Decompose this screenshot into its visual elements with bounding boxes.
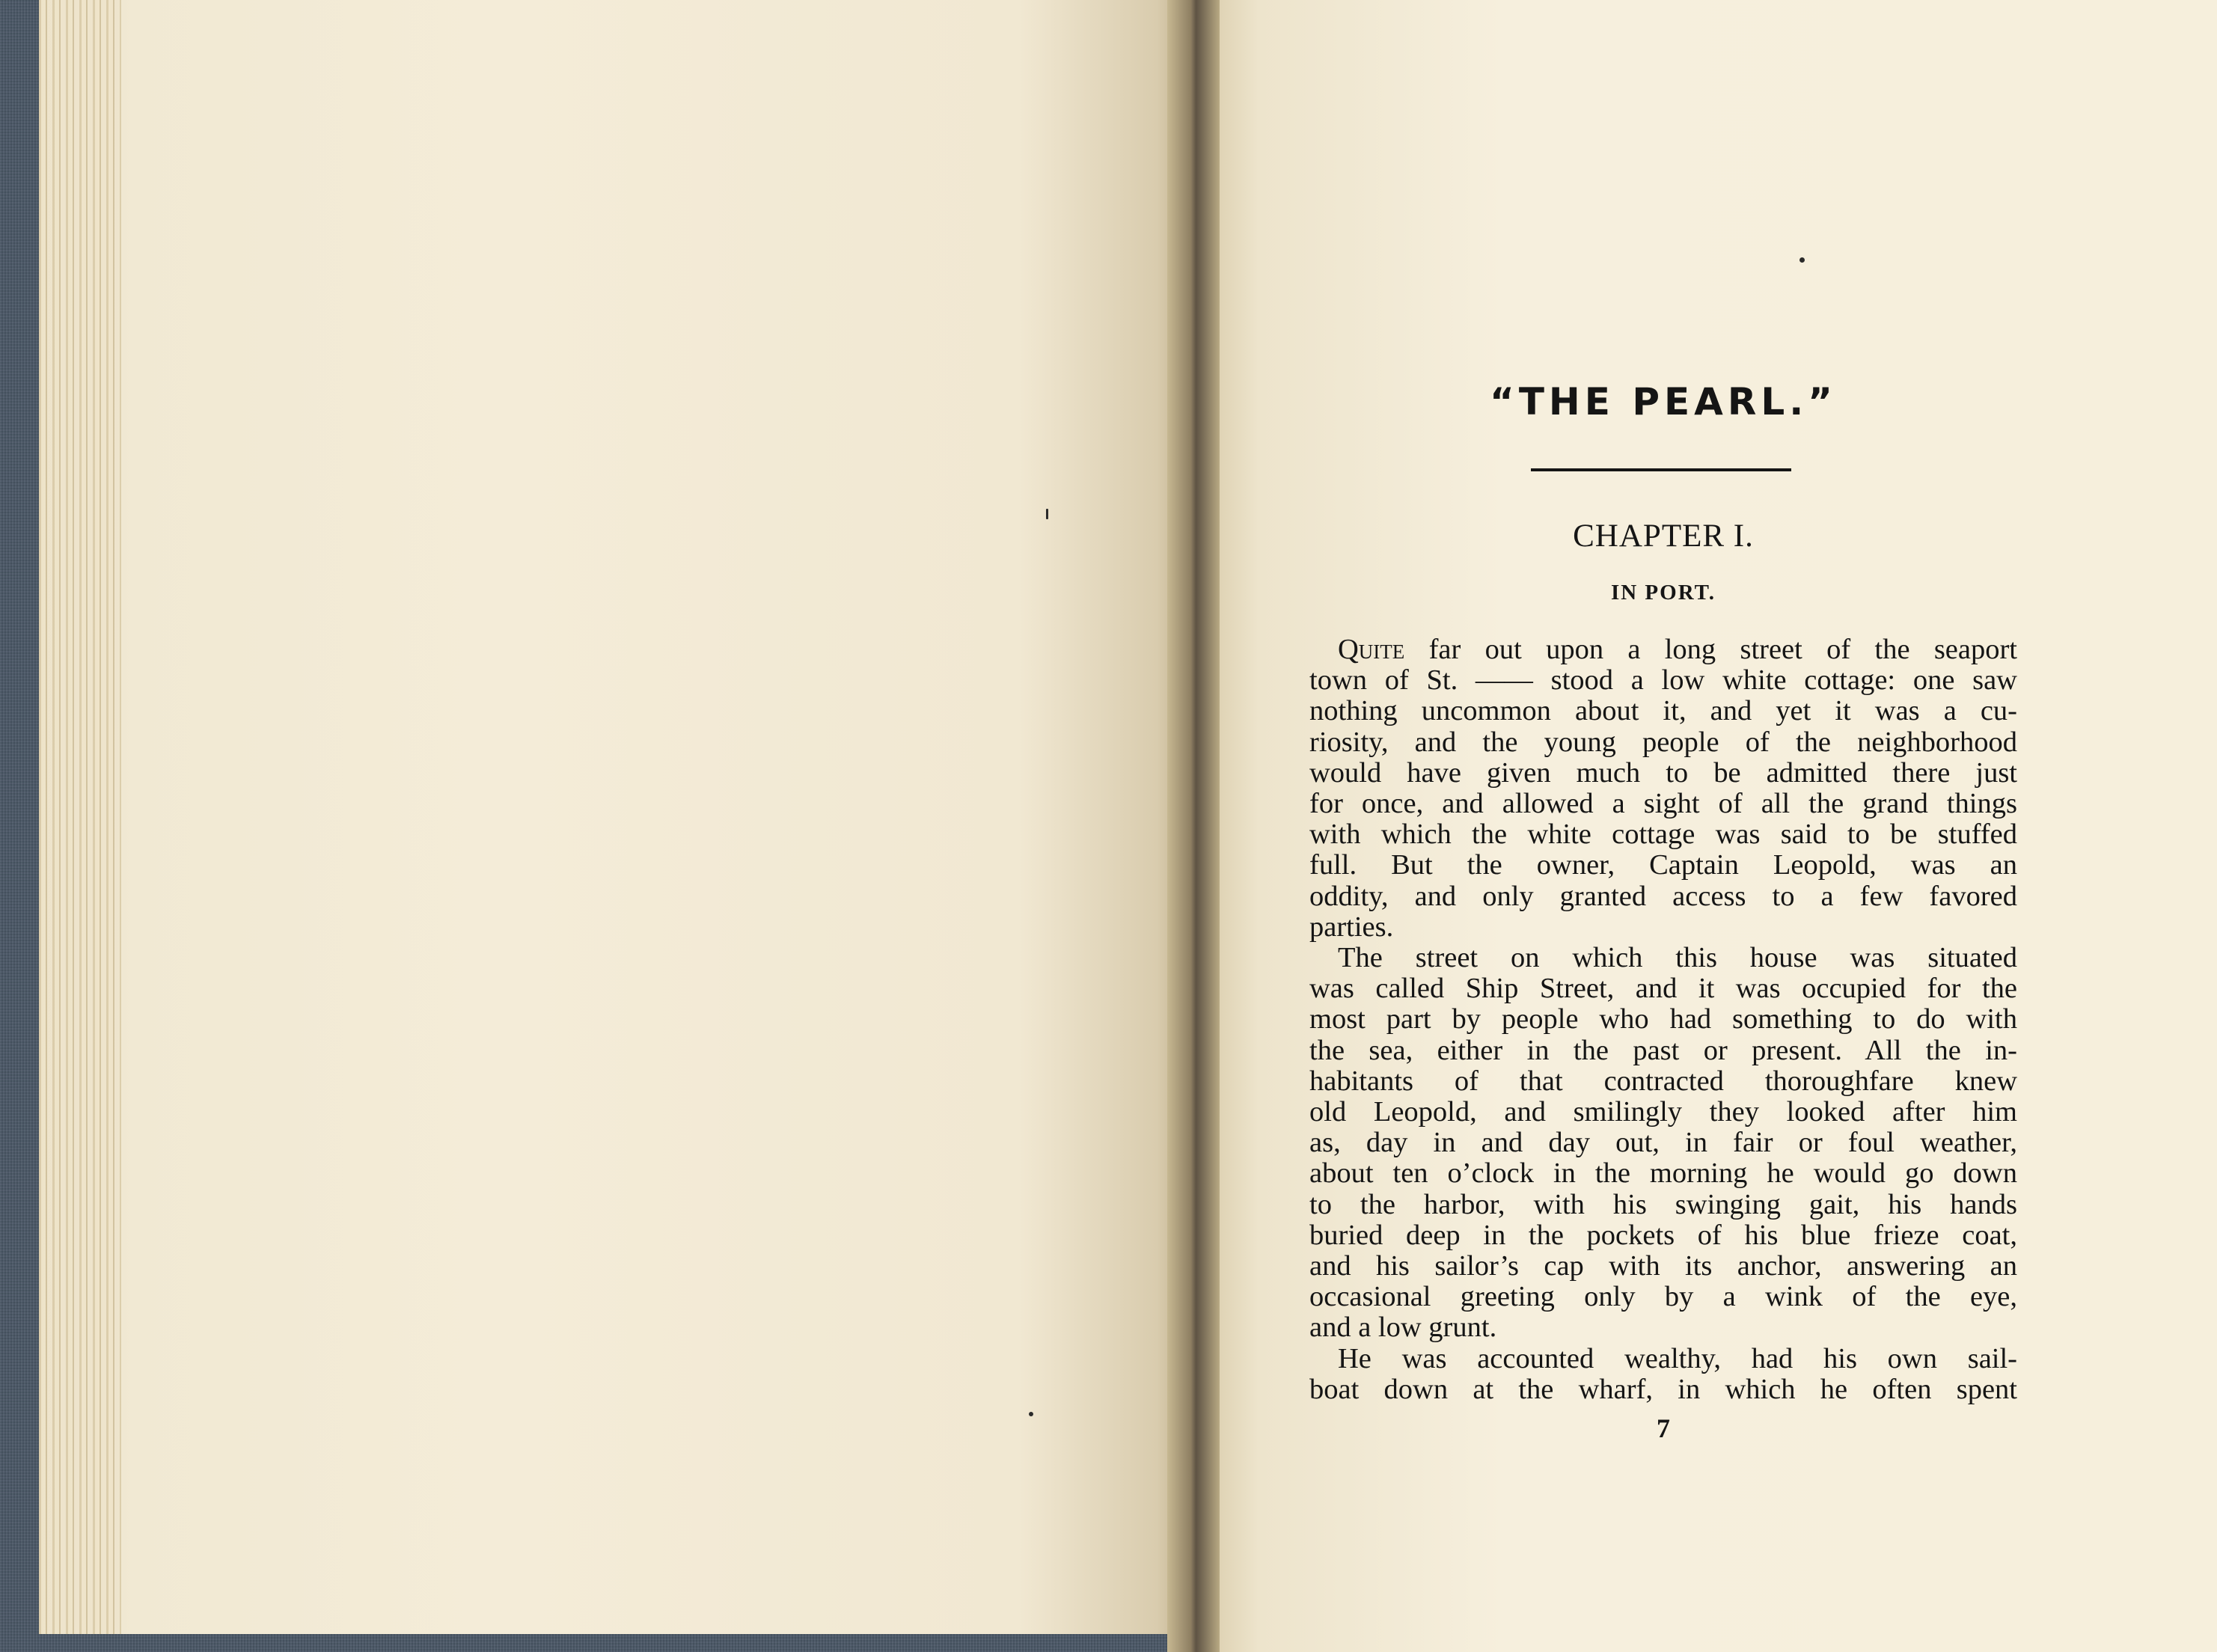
ink-speck bbox=[1029, 1412, 1033, 1416]
text-line: town of St. —— stood a low white cottage: one saw bbox=[1309, 664, 2017, 697]
text-line: The street on which this house was situated bbox=[1338, 942, 2017, 974]
text-line: habitants of that contracted thoroughfare knew bbox=[1309, 1065, 2017, 1097]
chapter-body bbox=[1309, 634, 2017, 1405]
text-line: was called Ship Street, and it was occupied for the bbox=[1309, 973, 2017, 1005]
ink-speck bbox=[1799, 257, 1805, 263]
text-line: with which the white cottage was said to be stuffed bbox=[1309, 819, 2017, 851]
text-line: and his sailor’s cap with its anchor, answering an bbox=[1309, 1250, 2017, 1282]
chapter-subtitle: IN PORT. bbox=[1610, 581, 1716, 605]
text-line: parties. bbox=[1309, 911, 1394, 943]
text-line: nothing uncommon about it, and yet it was a cu- bbox=[1309, 695, 2017, 727]
text-line: the sea, either in the past or present. All the in- bbox=[1309, 1034, 2017, 1066]
title-rule bbox=[1531, 468, 1791, 471]
text-line: for once, and allowed a sight of all the grand things bbox=[1309, 788, 2017, 820]
text-line: He was accounted wealthy, had his own sail- bbox=[1338, 1342, 2017, 1374]
text-line: occasional greeting only by a wink of the eye, bbox=[1309, 1281, 2017, 1313]
book-title: “THE PEARL.” bbox=[1489, 380, 1838, 423]
text-line: as, day in and day out, in fair or foul weather, bbox=[1309, 1127, 2017, 1159]
left-page-blank bbox=[39, 0, 1191, 1634]
opening-word: Quite bbox=[1338, 634, 1405, 665]
text-line: Quite far out upon a long street of the seaport bbox=[1338, 634, 2017, 665]
text-line: boat down at the wharf, in which he often spent bbox=[1309, 1373, 2017, 1405]
text-line: about ten o’clock in the morning he would go down bbox=[1309, 1157, 2017, 1190]
text-line: riosity, and the young people of the neighborhood bbox=[1309, 726, 2017, 758]
page-number: 7 bbox=[1657, 1413, 1670, 1443]
text-line: most part by people who had something to do with bbox=[1309, 1003, 2017, 1035]
page-edges bbox=[39, 0, 121, 1634]
text-line: old Leopold, and smilingly they looked after him bbox=[1309, 1096, 2017, 1128]
text-line: would have given much to be admitted there just bbox=[1309, 756, 2017, 789]
chapter-heading: CHAPTER I. bbox=[1573, 518, 1754, 554]
text-line: to the harbor, with his swinging gait, his hands bbox=[1309, 1188, 2017, 1220]
text-line: and a low grunt. bbox=[1309, 1312, 1497, 1344]
text-line: full. But the owner, Captain Leopold, was an bbox=[1309, 849, 2017, 881]
ink-speck bbox=[1046, 509, 1048, 519]
text-line: buried deep in the pockets of his blue frieze coat, bbox=[1309, 1219, 2017, 1251]
book-gutter bbox=[1167, 0, 1220, 1652]
text-line: oddity, and only granted access to a few favored bbox=[1309, 880, 2017, 912]
